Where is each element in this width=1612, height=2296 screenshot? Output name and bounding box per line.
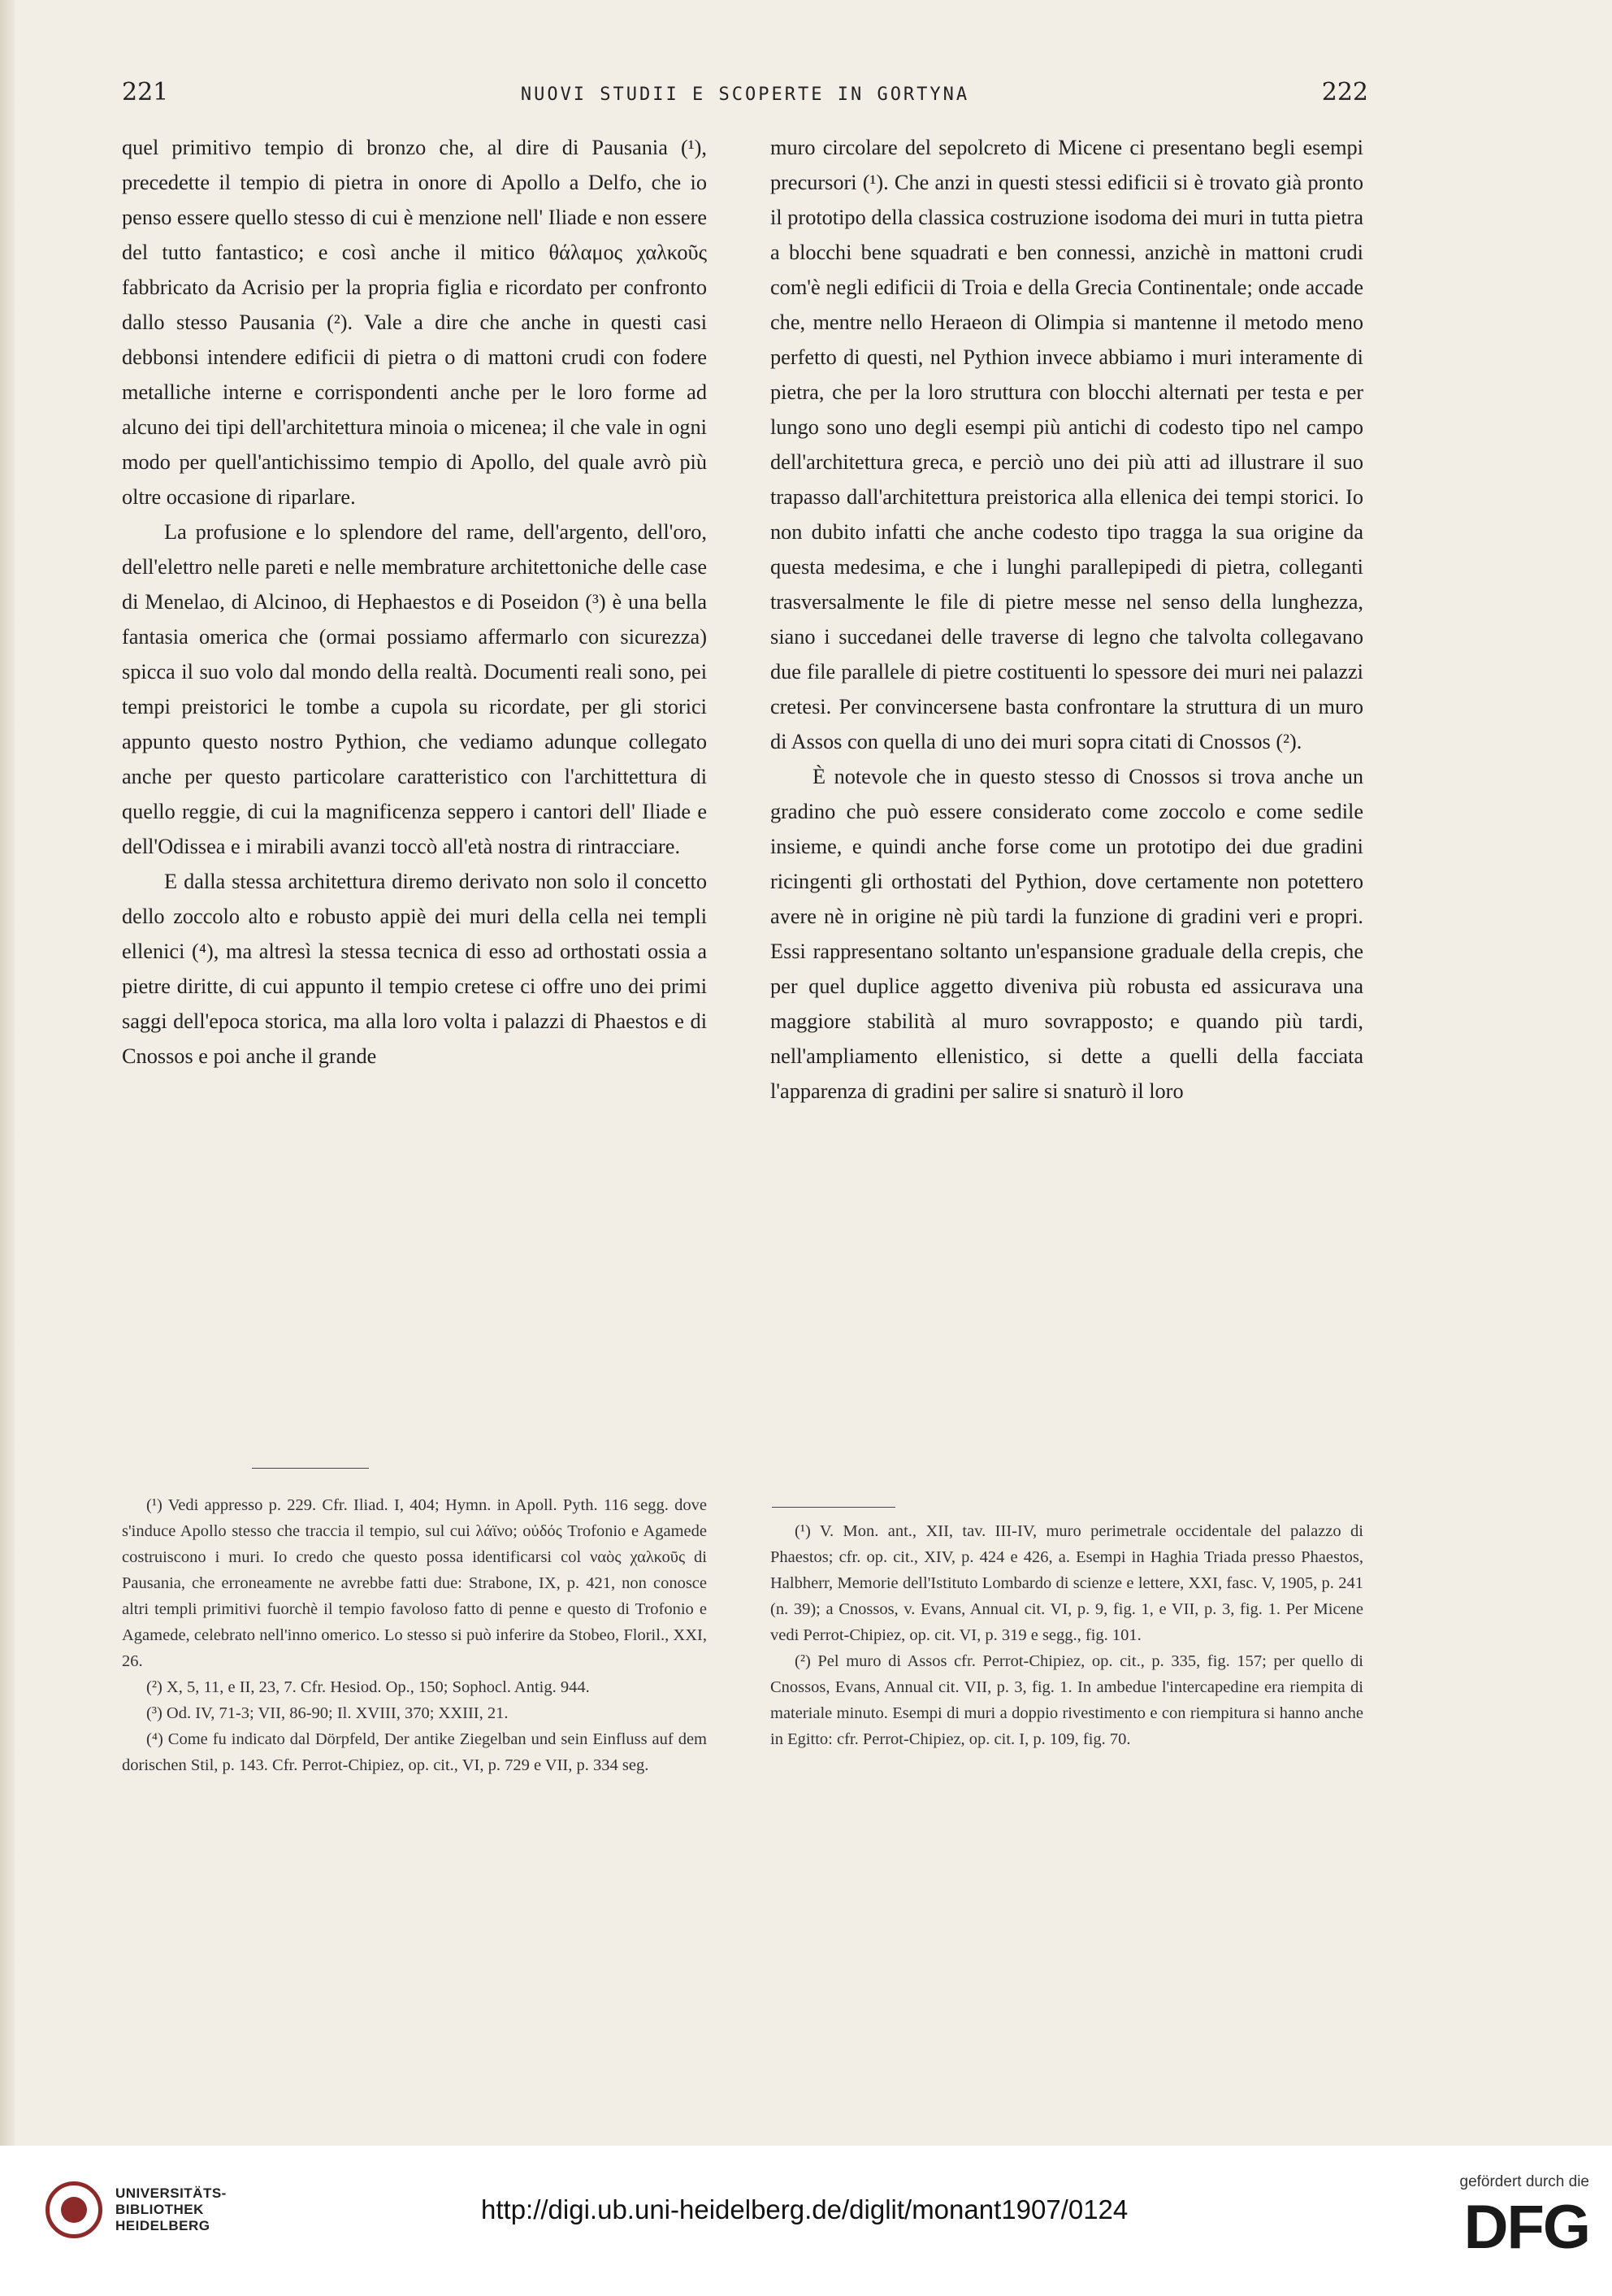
page-edge-shadow (0, 0, 15, 2146)
footnote-divider-left (252, 1468, 369, 1469)
footnote: (⁴) Come fu indicato dal Dörpfeld, Der antike Ziegelban und sein Einfluss auf dem dorischen Stil, p. 143. Cfr. Perrot-Chipiez, op. cit., VI, p. 729 e VII, p. 334 seg. (122, 1730, 707, 1774)
paragraph: È notevole che in questo stesso di Cnossos si trova anche un gradino che può essere considerato come zoccolo e come sedile insieme, e quindi anche forse come un prototipo dei due gradini ricingenti gli orthostati del Pythion, dove certamente non potettero avere nè in origine nè più tardi la funzione di gradini veri e propri. Essi rappresentano soltanto un'espansione graduale della crepis, che per quel duplice aggetto diveniva più robusta ed assicurava una maggiore stabilità al muro sovrapposto; e quando più tardi, nell'ampliamento ellenistico, si dette a quelli della facciata l'apparenza di gradini per salire si snaturò il loro (770, 765, 1363, 1103)
left-footnotes (122, 1492, 707, 1778)
page-number-left: 221 (122, 78, 169, 106)
paragraph: La profusione e lo splendore del rame, dell'argento, dell'oro, dell'elettro nelle pareti e nelle membrature architettoniche delle case di Menelao, di Alcinoo, di Hephaestos e di Poseidon (³) è una bella fantasia omerica che (ormai possiamo affermarlo con sicurezza) spicca il suo volo dal mondo della realtà. Documenti reali sono, pei tempi preistorici le tombe a cupola su ricordate, per gli storici appunto questo nostro Pythion, che vediamo adunque collegato anche per questo particolare caratteristico con l'archittettura di quello reggie, di cui la magnificenza seppero i cantori dell' Iliade e dell'Odissea e i mirabili avanzi toccò all'età nostra di rintracciare. (122, 520, 707, 858)
library-logo[interactable] (46, 2181, 227, 2238)
funder-block (1460, 2173, 1590, 2264)
paragraph: quel primitivo tempio di bronzo che, al dire di Pausania (¹), precedette il tempio di pietra in onore di Apollo a Delfo, che io penso essere quello stesso di cui è menzione nell' Iliade e non essere del tutto fantastico; e così anche il mitico θάλαμος χαλκοῦς fabbricato da Acrisio per la propria figlia e ricordato per confronto dallo stesso Pausania (²). Vale a dire che anche in questi casi debbonsi intendere edificii di pietra o di mattoni crudi con fodere metalliche interne e corrispondenti anche per le loro forme ad alcuno dei tipi dell'architettura minoia o micenea; il che vale in ogni modo per quell'antichissimo tempio di Apollo, del quale avrò più oltre occasione di riparlare. (122, 136, 707, 509)
university-seal-icon (46, 2181, 102, 2238)
paragraph: muro circolare del sepolcreto di Micene ci presentano begli esempi precursori (¹). Che anzi in questi stessi edificii si è trovato già pronto il prototipo della classica costruzione isodoma dei muri in tutta pietra a blocchi bene squadrati e ben connessi, anzichè in mattoni crudi com'è negli edificii di Troia e della Grecia Continentale; onde accade che, mentre nello Heraeon di Olimpia si mantenne il metodo meno perfetto di questi, nel Pythion invece abbiamo i muri interamente di pietra, che per la loro struttura con blocchi alternati per testa e per lungo sono uno degli esempi più antichi di codesto tipo nel campo dell'architettura greca, e perciò uno dei più atti ad illustrare il suo trapasso dall'architettura preistorica alla ellenica dei tempi storici. Io non dubito infatti che anche codesto tipo tragga la sua origine da questa medesima, e che i lunghi parallepipedi di pietra, colleganti trasversalmente le file di pietre messe nel senso della lunghezza, siano i succedanei delle traverse di legno che talvolta collegavano due file parallele di pietre costituenti lo spessore dei muri nei palazzi cretesi. Per convincersene basta confrontare la struttura di un muro di Assos con quella di uno dei muri sopra citati di Cnossos (²). (770, 136, 1363, 753)
dfg-logo[interactable]: DFG (1463, 2193, 1589, 2262)
running-header (122, 78, 1368, 106)
footnote: (²) X, 5, 11, e II, 23, 7. Cfr. Hesiod. Op., 150; Sophocl. Antig. 944. (146, 1678, 590, 1696)
right-footnotes (770, 1518, 1363, 1752)
library-name: UNIVERSITÄTS- BIBLIOTHEK HEIDELBERG (115, 2185, 227, 2233)
footnote: (³) Od. IV, 71-3; VII, 86-90; Il. XVIII, 370; XXIII, 21. (146, 1704, 509, 1722)
running-title: NUOVI STUDII E SCOPERTE IN GORTYNA (520, 85, 970, 105)
permalink-url[interactable]: http://digi.ub.uni-heidelberg.de/diglit/monant1907/0124 (481, 2194, 1129, 2224)
footnote-divider-right (772, 1507, 895, 1508)
right-text-column (770, 130, 1363, 1109)
left-text-column (122, 130, 707, 1074)
page-number-right: 222 (1321, 78, 1368, 106)
footnote: (¹) V. Mon. ant., XII, tav. III-IV, muro perimetrale occidentale del palazzo di Phaestos; cfr. op. cit., XIV, p. 424 e 426, a. Esempi in Haghia Triada presso Phaestos, Halbherr, Memorie dell'Istituto Lombardo di scienze e lettere, XXI, fasc. V, 1905, p. 241 (n. 39); a Cnossos, v. Evans, Annual cit. VI, p. 9, fig. 1, e VII, p. 3, fig. 1. Per Micene vedi Perrot-Chipiez, op. cit. VI, p. 319 e segg., fig. 101. (770, 1522, 1363, 1644)
funded-by-label: gefördert durch die (1459, 2173, 1589, 2190)
paragraph: E dalla stessa architettura diremo derivato non solo il concetto dello zoccolo alto e robusto appiè dei muri della cella nei templi ellenici (⁴), ma altresì la stessa tecnica di esso ad orthostati ossia a pietre diritte, di cui appunto il tempio cretese ci offre uno dei primi saggi dell'epoca storica, ma alla loro volta i palazzi di Phaestos e di Cnossos e poi anche il grande (122, 870, 707, 1068)
footnote: (¹) Vedi appresso p. 229. Cfr. Iliad. I, 404; Hymn. in Apoll. Pyth. 116 segg. dove s'induce Apollo stesso che traccia il tempio, sul cui λάϊνο; οὐδός Trofonio e Agamede costruiscono i muri. Io credo che questo possa identificarsi col ναὸς χαλκοῦς di Pausania, che erroneamente ne avrebbe fatti due: Strabone, IX, p. 421, non conosce altri templi primitivi fuorchè il tempio favoloso fatto di penne e questo di Trofonio e Agamede, celebrato nell'inno omerico. Lo stesso si può inferire da Stobeo, Floril., XXI, 26. (122, 1496, 707, 1670)
footnote: (²) Pel muro di Assos cfr. Perrot-Chipiez, op. cit., p. 335, fig. 157; per quello di Cnossos, Evans, Annual cit. VII, p. 3, fig. 1. In ambedue l'intercapedine era riempita di materiale minuto. Esempi di muri a doppio rivestimento e con riempitura si hanno anche in Egitto: cfr. Perrot-Chipiez, op. cit. I, p. 109, fig. 70. (770, 1652, 1363, 1748)
